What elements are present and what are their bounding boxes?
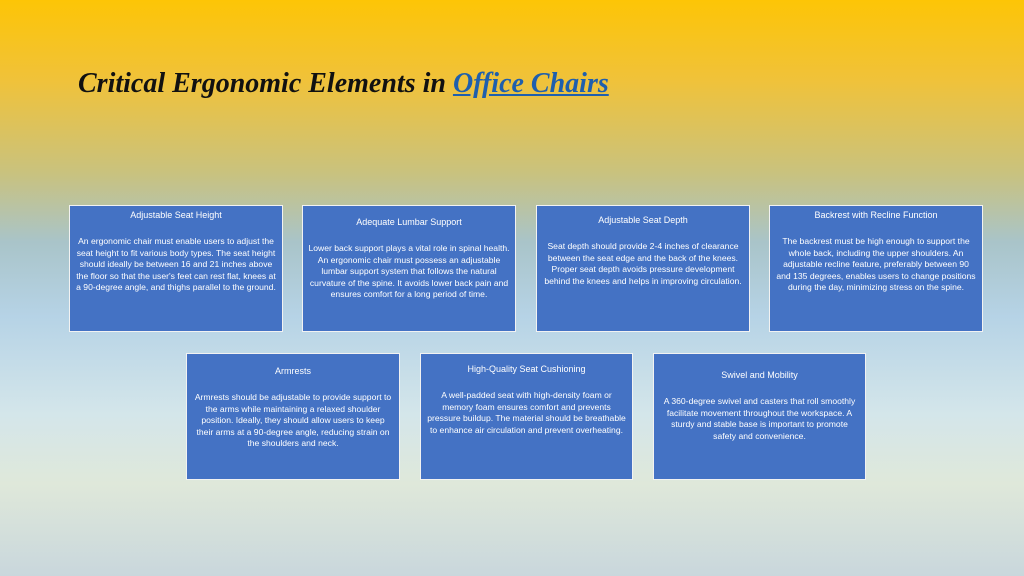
card-heading: Adjustable Seat Depth [598,215,688,225]
slide-title [78,68,609,100]
card-heading: High-Quality Seat Cushioning [467,364,586,374]
card-swivel-mobility [653,353,866,480]
slide-title-text: Critical Ergonomic Elements in [78,68,446,99]
card-armrests [186,353,400,480]
card-heading: Armrests [275,366,311,376]
card-heading: Adjustable Seat Height [130,210,222,220]
card-backrest-recline [769,205,983,332]
card-body: Lower back support plays a vital role in spinal health. An ergonomic chair must possess an adjustable lumbar support system that follows the natural curvature of the spine. It avoids lower back pain and ensures comfort for a long period of time. [308,243,510,300]
card-adjustable-seat-height [69,205,283,332]
card-heading: Backrest with Recline Function [814,210,938,220]
card-body: Seat depth should provide 2-4 inches of clearance between the seat edge and the back of the knees. Proper seat depth avoids pressure development behind the knees and helps in improving circulation. [544,241,742,286]
card-seat-cushioning [420,353,633,480]
card-body: The backrest must be high enough to support the whole back, including the upper shoulders. An adjustable recline feature, preferably between 90 and 135 degrees, enables users to change positions during the day, minimizing stress on the spine. [776,236,976,293]
card-heading: Swivel and Mobility [721,370,798,380]
office-chairs-link[interactable]: Office Chairs [452,68,609,99]
card-adequate-lumbar-support [302,205,516,332]
card-body: An ergonomic chair must enable users to adjust the seat height to fit various body types. The seat height should ideally be between 16 and 21 inches above the floor so that the user's feet can rest flat, knees at a 90-degree angle, and thighs parallel to the ground. [76,236,276,293]
card-body: A 360-degree swivel and casters that roll smoothly facilitate movement throughout the workspace. A sturdy and stable base is important to promote safety and convenience. [663,396,856,441]
card-body: A well-padded seat with high-density foam or memory foam ensures comfort and prevents pressure buildup. The material should be breathable to enhance air circulation and prevent overheating. [427,390,626,435]
card-body: Armrests should be adjustable to provide support to the arms while maintaining a relaxed shoulder position. Ideally, they should allow users to keep their arms at a 90-degree angle, reducing strain on the shoulders and neck. [194,392,392,449]
card-adjustable-seat-depth [536,205,750,332]
card-heading: Adequate Lumbar Support [356,217,462,227]
